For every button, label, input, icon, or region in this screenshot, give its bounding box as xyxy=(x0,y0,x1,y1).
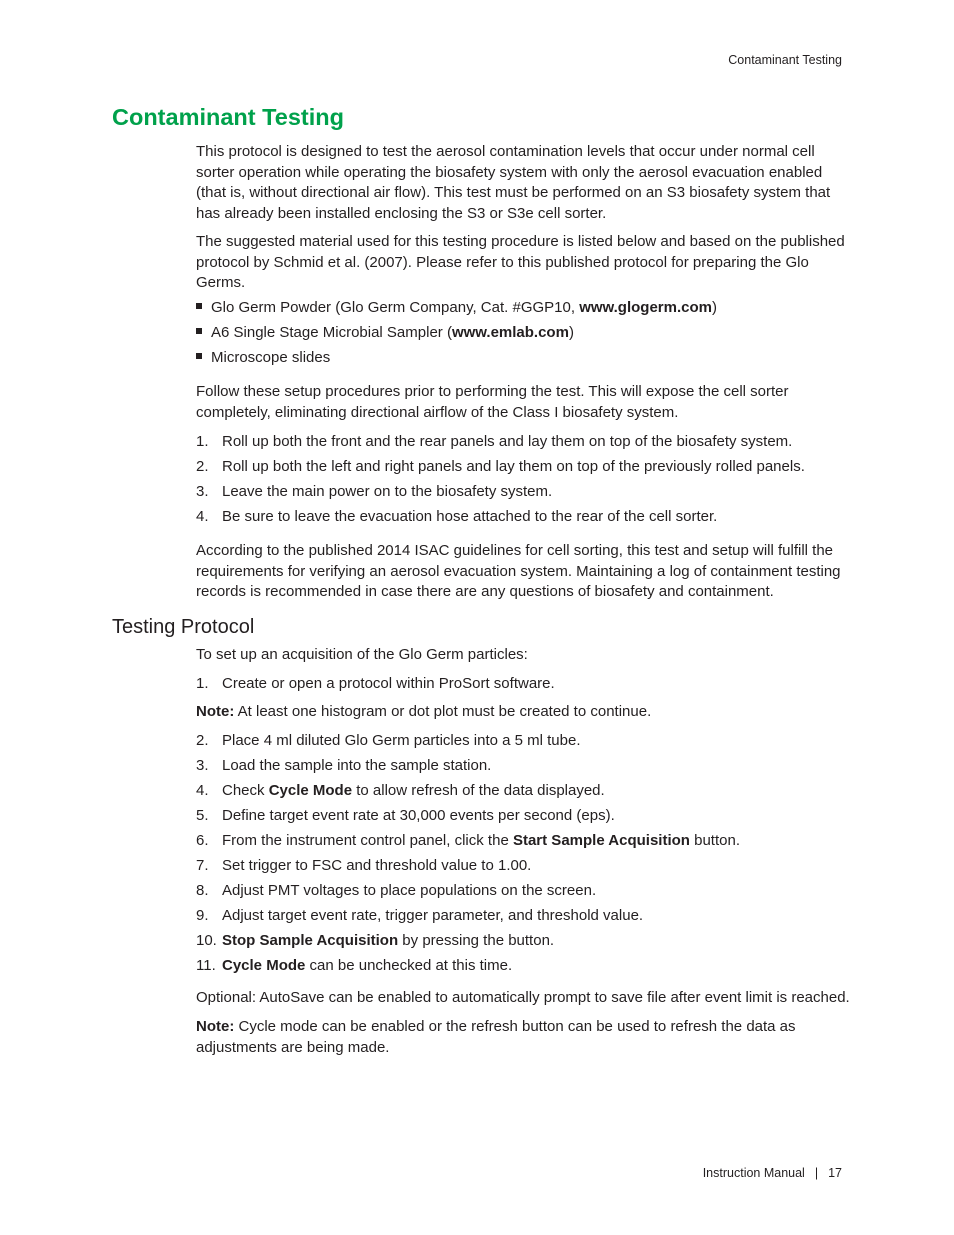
footer-manual: Instruction Manual xyxy=(702,1166,805,1180)
page-title: Contaminant Testing xyxy=(112,104,344,130)
glogerm-link[interactable]: www.glogerm.com xyxy=(579,299,712,316)
protocol-step: 1. Create or open a protocol within ProSort software. xyxy=(196,675,555,692)
setup-outro: According to the published 2014 ISAC guidelines for cell sorting, this test and setup will fulfill the requirements for verifying an aerosol evacuation system. Maintaining a log of containment testing records is recommended in case there are any questions of biosafety and containment. xyxy=(196,542,841,600)
protocol-intro: To set up an acquisition of the Glo Germ particles: xyxy=(196,646,528,663)
note-1: Note: At least one histogram or dot plot must be created to continue. xyxy=(196,703,652,720)
page-number: 17 xyxy=(828,1166,842,1180)
intro-paragraph-1 xyxy=(196,142,846,224)
optional-note: Optional: AutoSave can be enabled to automatically prompt to save file after event limit is reached. xyxy=(196,989,850,1006)
setup-intro: Follow these setup procedures prior to performing the test. This will expose the cell sorter completely, eliminating directional airflow of the Class I biosafety system. xyxy=(196,383,789,421)
protocol-step: 5. Define target event rate at 30,000 events per second (eps). xyxy=(196,807,615,824)
running-header: Contaminant Testing xyxy=(728,53,842,67)
protocol-step: 3. Load the sample into the sample station. xyxy=(196,757,492,774)
setup-step: 3. Leave the main power on to the biosafety system. xyxy=(196,483,553,500)
protocol-step: 7. Set trigger to FSC and threshold value to 1.00. xyxy=(196,857,532,874)
intro-text-1: This protocol is designed to test the aerosol contamination levels that occur under normal cell sorter operation while operating the biosafety system with only the aerosol evacuation enabled (that is, without directional air flow). This test must be performed on an S3 biosafety system that has already been installed enclosing the S3 or S3e cell sorter. xyxy=(196,143,831,222)
protocol-step: 11. Cycle Mode can be unchecked at this time. xyxy=(196,957,513,974)
materials-list-item: A6 Single Stage Microbial Sampler (www.emlab.com) xyxy=(196,323,574,343)
protocol-step: 6. From the instrument control panel, click the Start Sample Acquisition button. xyxy=(196,832,740,849)
protocol-step: 8. Adjust PMT voltages to place populations on the screen. xyxy=(196,882,597,899)
setup-step: 2. Roll up both the left and right panels and lay them on top of the previously rolled panels. xyxy=(196,458,805,475)
materials-list-item: Microscope slides xyxy=(196,348,330,368)
footer-separator: | xyxy=(814,1166,819,1180)
section-heading: Testing Protocol xyxy=(112,616,255,638)
bullet-square-icon xyxy=(196,353,202,359)
materials-list-item: Glo Germ Powder (Glo Germ Company, Cat. #GGP10, www.glogerm.com) xyxy=(196,298,717,318)
setup-step: 4. Be sure to leave the evacuation hose attached to the rear of the cell sorter. xyxy=(196,508,718,525)
intro-text-2: The suggested material used for this testing procedure is listed below and based on the published protocol by Schmid et al. (2007). Please refer to this published protocol for preparing the Glo Germs. xyxy=(196,233,845,291)
protocol-step: 2. Place 4 ml diluted Glo Germ particles into a 5 ml tube. xyxy=(196,732,581,749)
protocol-step: 4. Check Cycle Mode to allow refresh of the data displayed. xyxy=(196,782,605,799)
bullet-square-icon xyxy=(196,303,202,309)
page-footer xyxy=(703,1166,842,1180)
intro-paragraph-2 xyxy=(196,232,846,294)
setup-step: 1. Roll up both the front and the rear panels and lay them on top of the biosafety system. xyxy=(196,433,793,450)
bullet-square-icon xyxy=(196,328,202,334)
note-2: Note: Cycle mode can be enabled or the refresh button can be used to refresh the data as adjustments are being made. xyxy=(196,1018,796,1056)
emlab-link[interactable]: www.emlab.com xyxy=(451,324,569,341)
protocol-step: 10. Stop Sample Acquisition by pressing the button. xyxy=(196,932,555,949)
protocol-step: 9. Adjust target event rate, trigger parameter, and threshold value. xyxy=(196,907,644,924)
